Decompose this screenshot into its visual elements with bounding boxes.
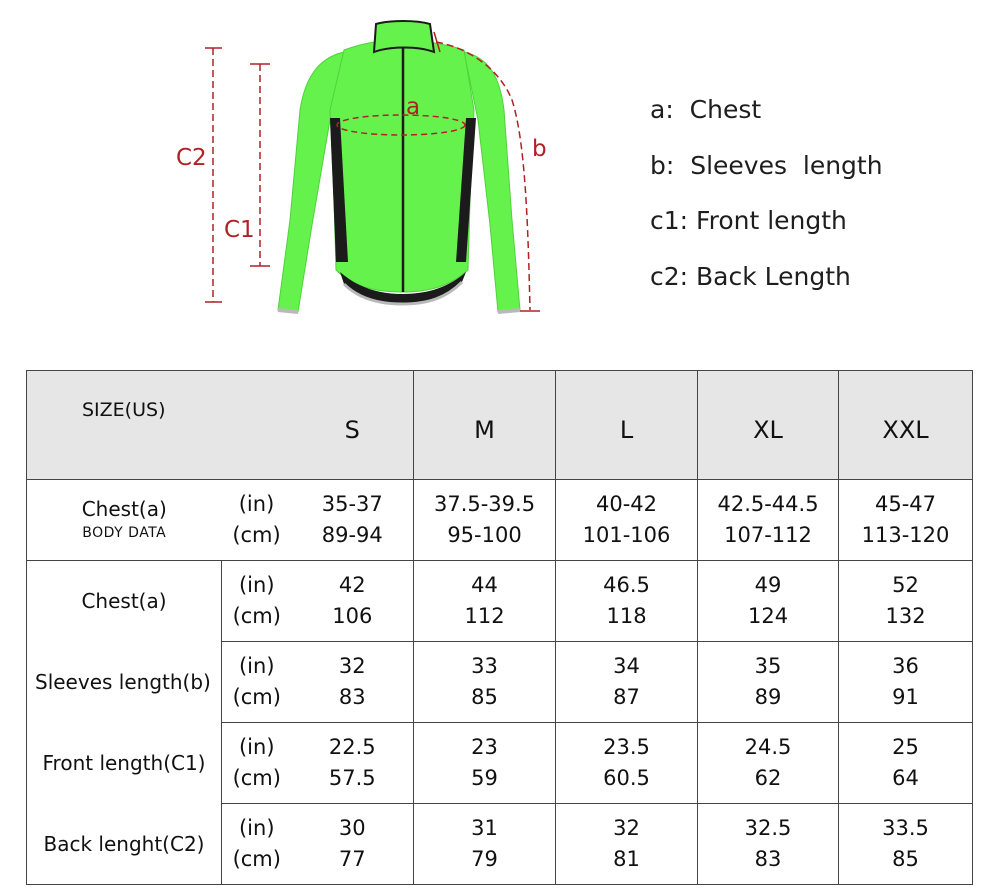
value-cm: 89-94 <box>321 523 383 547</box>
value-cm: 124 <box>747 604 789 628</box>
size-header-m: M <box>414 371 556 480</box>
value-cell <box>839 804 973 885</box>
value-in: 42.5-44.5 <box>717 492 819 516</box>
table-row <box>27 723 973 804</box>
value-cm: 118 <box>606 604 647 628</box>
value-in: 49 <box>754 573 782 597</box>
unit-cell <box>222 804 292 885</box>
value-in: 31 <box>471 816 498 840</box>
value-in: 52 <box>892 573 919 597</box>
value-in: 32.5 <box>744 816 792 840</box>
unit-cell <box>222 561 292 642</box>
legend-item-sleeves <box>650 151 883 181</box>
value-cell <box>556 723 698 804</box>
value-cell <box>292 561 414 642</box>
value-cell <box>698 723 839 804</box>
value-in: 40-42 <box>596 492 658 516</box>
value-cm: 81 <box>613 847 640 871</box>
value-cell <box>839 723 973 804</box>
value-cm: 57.5 <box>328 766 376 790</box>
value-cm: 83 <box>338 685 366 709</box>
value-cell <box>414 642 556 723</box>
value-in: 46.5 <box>603 573 650 597</box>
value-cell <box>556 804 698 885</box>
value-cm: 112 <box>464 604 505 628</box>
c1-label: C1 <box>224 217 255 243</box>
legend-text: Back Length <box>696 261 851 291</box>
right-sleeve <box>464 52 520 312</box>
legend-item-chest <box>650 95 883 125</box>
value-cm: 95-100 <box>447 523 522 547</box>
unit-in: (in) <box>238 573 275 597</box>
legend-text: Chest <box>689 95 762 124</box>
value-cell <box>556 642 698 723</box>
value-in: 24.5 <box>744 735 792 759</box>
value-cell <box>698 480 839 561</box>
value-in: 37.5-39.5 <box>433 492 536 516</box>
value-in: 22.5 <box>328 735 376 759</box>
table-row <box>27 642 973 723</box>
value-cm: 83 <box>754 847 782 871</box>
value-in: 36 <box>892 654 919 678</box>
size-header-label: SIZE(US) <box>27 371 292 480</box>
value-cm: 77 <box>338 847 366 871</box>
right-cuff-reflective <box>498 310 520 312</box>
value-cell <box>292 480 414 561</box>
value-in: 35-37 <box>321 492 383 516</box>
unit-cell <box>222 723 292 804</box>
value-cm: 113-120 <box>861 523 950 547</box>
legend-key: a: <box>650 95 674 124</box>
value-cm: 62 <box>754 766 782 790</box>
value-cm: 87 <box>613 685 640 709</box>
value-in: 42 <box>338 573 366 597</box>
value-in: 33 <box>471 654 498 678</box>
value-cm: 85 <box>471 685 498 709</box>
value-cell <box>556 561 698 642</box>
unit-cm: (cm) <box>232 604 281 628</box>
table-header-row <box>27 371 973 480</box>
legend-key: c1: <box>650 206 689 235</box>
unit-in: (in) <box>238 492 275 516</box>
size-header-xl: XL <box>698 371 839 480</box>
value-in: 34 <box>613 654 640 678</box>
table-row <box>27 804 973 885</box>
size-header-l: L <box>556 371 698 480</box>
value-cell <box>556 480 698 561</box>
value-cm: 64 <box>892 766 919 790</box>
legend-text: Front length <box>696 206 847 235</box>
value-cm: 89 <box>754 685 782 709</box>
value-in: 45-47 <box>875 492 937 516</box>
value-in: 30 <box>338 816 366 840</box>
unit-in: (in) <box>238 816 275 840</box>
size-header-s: S <box>292 371 414 480</box>
table-row <box>27 561 973 642</box>
legend-item-back-length <box>650 262 883 292</box>
value-cell <box>292 642 414 723</box>
value-cm: 60.5 <box>603 766 650 790</box>
row-label-cell <box>27 804 222 885</box>
value-in: 44 <box>471 573 498 597</box>
row-label: Chest(a) <box>81 497 167 521</box>
value-cell <box>414 480 556 561</box>
value-in: 32 <box>613 816 640 840</box>
legend-key: c2: <box>650 261 689 291</box>
value-in: 25 <box>892 735 919 759</box>
row-label: Sleeves length(b) <box>35 670 211 694</box>
value-cell <box>414 804 556 885</box>
value-cell <box>698 642 839 723</box>
legend-item-front-length <box>650 206 883 236</box>
row-label-cell <box>27 723 222 804</box>
row-label: Front length(C1) <box>42 751 206 775</box>
value-cm: 79 <box>471 847 498 871</box>
c2-label: C2 <box>176 145 207 171</box>
jacket-collar <box>374 21 434 52</box>
row-label-cell <box>27 561 222 642</box>
value-in: 35 <box>754 654 782 678</box>
unit-cell <box>222 642 292 723</box>
row-label: Chest(a) <box>81 589 167 614</box>
value-cell <box>839 480 973 561</box>
value-cm: 91 <box>892 685 919 709</box>
value-cm: 106 <box>332 604 373 628</box>
measurement-legend <box>650 95 883 317</box>
value-cm: 85 <box>892 847 919 871</box>
value-in: 33.5 <box>882 816 929 840</box>
value-in: 23 <box>471 735 498 759</box>
row-sublabel: BODY DATA <box>82 525 167 541</box>
jacket-illustration <box>278 21 520 312</box>
size-header-xxl: XXL <box>839 371 973 480</box>
unit-cm: (cm) <box>232 523 281 547</box>
value-cell <box>292 723 414 804</box>
legend-text: Sleeves length <box>690 150 883 180</box>
value-in: 32 <box>338 654 366 678</box>
value-cm: 107-112 <box>724 523 812 547</box>
b-label: b <box>532 136 547 162</box>
unit-cm: (cm) <box>232 766 281 790</box>
unit-cm: (cm) <box>232 685 281 709</box>
size-chart-table <box>26 370 973 885</box>
value-cell <box>839 642 973 723</box>
unit-cell <box>222 480 292 561</box>
value-cm: 132 <box>885 604 926 628</box>
unit-in: (in) <box>238 735 275 759</box>
value-cell <box>839 561 973 642</box>
value-cell <box>292 804 414 885</box>
value-cell <box>698 804 839 885</box>
left-cuff-reflective <box>278 310 298 312</box>
row-label-cell <box>27 480 222 561</box>
value-cell <box>414 723 556 804</box>
value-cell <box>698 561 839 642</box>
value-cell <box>414 561 556 642</box>
unit-in: (in) <box>238 654 275 678</box>
value-in: 23.5 <box>603 735 650 759</box>
table-row <box>27 480 973 561</box>
value-cm: 101-106 <box>582 523 671 547</box>
value-cm: 59 <box>471 766 498 790</box>
legend-key: b: <box>650 150 675 180</box>
unit-cm: (cm) <box>232 847 281 871</box>
c2-measure-line <box>205 48 222 302</box>
row-label: Back lenght(C2) <box>43 831 205 856</box>
row-label-cell <box>27 642 222 723</box>
a-label: a <box>406 94 421 120</box>
